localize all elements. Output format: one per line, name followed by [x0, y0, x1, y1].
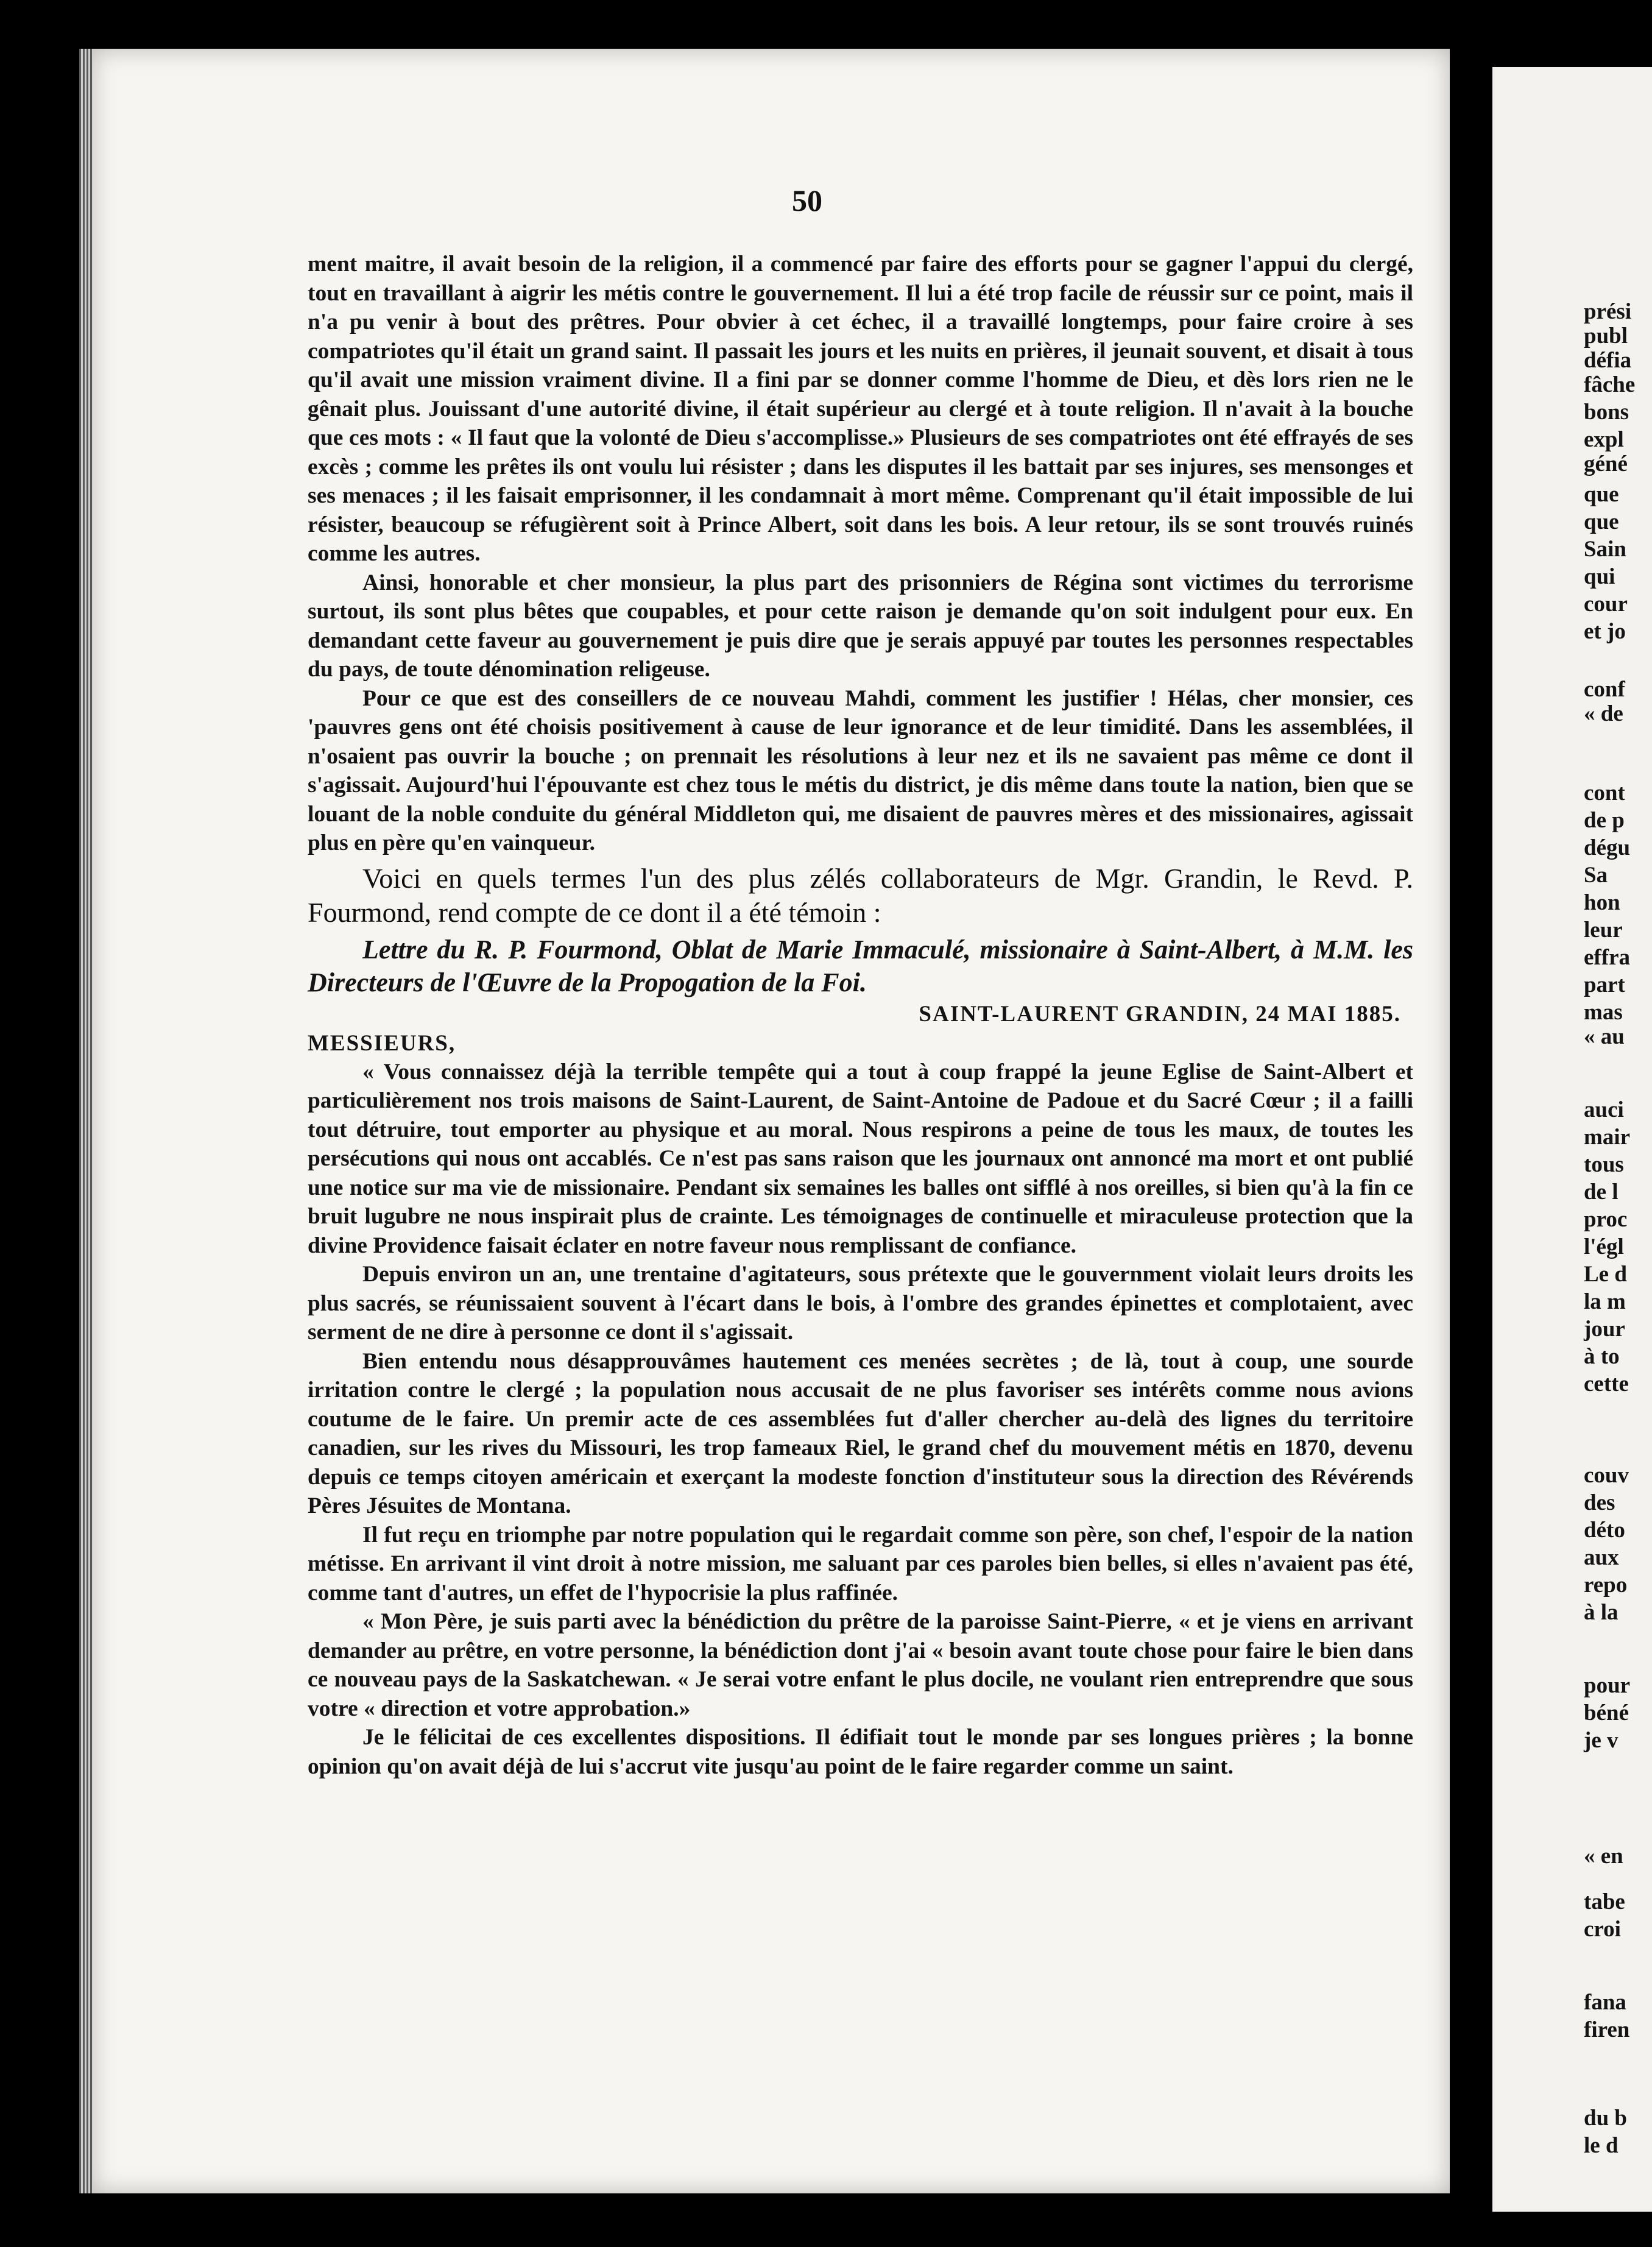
facing-page-line: la m	[1584, 1289, 1626, 1314]
facing-page-line: prési	[1584, 299, 1632, 324]
facing-page-line: Le d	[1584, 1262, 1627, 1287]
facing-page-line: bons	[1584, 400, 1629, 425]
letter-paragraph: « Vous connaissez déjà la terrible tempête qui a tout à coup frappé la jeune Eglise de Saint-Albert et particulièrement nos trois maisons de Saint-Laurent, de Saint-Antoine de Padoue et du Sacré Cœur ; il a failli tout détruire, tout emporter au physique et au moral. Nous respirons a peine de tous les maux, de toutes les persécutions qui nous ont accablés. Ce n'est pas sans raison que les journaux ont annoncé ma mort et ont publié une notice sur ma vie de missionaire. Pendant six semaines les balles ont sifflé à nos oreilles, si bien qu'à la fin ce bruit lugubre ne nous inspirait plus de crainte. Les témoignages de continuelle et miraculeuse protection que la divine Providence faisait éclater en notre faveur nous remplissant de confiance.	[308, 1059, 1413, 1258]
facing-page-line: « au	[1584, 1024, 1625, 1049]
facing-page-line: leur	[1584, 918, 1623, 943]
letter-salutation: MESSIEURS,	[308, 1030, 456, 1056]
facing-page-line: pour	[1584, 1673, 1631, 1698]
facing-page-line: « de	[1584, 701, 1623, 726]
facing-page-line: jour	[1584, 1317, 1625, 1342]
facing-page-line: hon	[1584, 890, 1620, 915]
facing-page-line: que	[1584, 509, 1619, 534]
facing-page-line: repo	[1584, 1573, 1628, 1598]
facing-page-line: tous	[1584, 1152, 1624, 1177]
facing-page-line: de p	[1584, 808, 1625, 833]
facing-page-line: fana	[1584, 1990, 1626, 2015]
facing-page-line: cont	[1584, 780, 1625, 805]
facing-page-line: expl	[1584, 427, 1624, 452]
letter-body	[308, 1058, 1413, 1782]
facing-page-line: fâche	[1584, 372, 1636, 397]
facing-page-line: de l	[1584, 1180, 1618, 1205]
facing-page-line: dégu	[1584, 835, 1631, 860]
facing-page-line: déto	[1584, 1518, 1625, 1543]
facing-page-line: « en	[1584, 1844, 1623, 1869]
letter-caption: Lettre du R. P. Fourmond, Oblat de Marie Immaculé, missionaire à Saint-Albert, à M.M. les Directeurs de l'Œuvre de la Propogation de la Foi.	[308, 934, 1413, 997]
facing-page-line: effra	[1584, 945, 1630, 970]
facing-page-line: des	[1584, 1490, 1615, 1515]
letter-paragraph: Je le félicitai de ces excellentes dispositions. Il édifiait tout le monde par ses longues prières ; la bonne opinion qu'on avait déjà de lui s'accrut vite jusqu'au point de le faire regarder comme un saint.	[308, 1725, 1413, 1779]
facing-page-line: aux	[1584, 1545, 1619, 1570]
facing-page-line: croi	[1584, 1917, 1621, 1942]
facing-page-line: firen	[1584, 2017, 1630, 2042]
intro-paragraph: Voici en quels termes l'un des plus zélés collaborateurs de Mgr. Grandin, le Revd. P. Fourmond, rend compte de ce dont il a été témoin :	[308, 862, 1413, 928]
facing-page-line: cour	[1584, 592, 1628, 617]
facing-page-line: mair	[1584, 1125, 1631, 1150]
facing-page-line: qui	[1584, 564, 1615, 589]
page-gutter	[1450, 0, 1492, 2247]
facing-page-line: couv	[1584, 1463, 1629, 1488]
facing-page-line: proc	[1584, 1207, 1628, 1232]
facing-page-line: mas	[1584, 1000, 1623, 1025]
facing-page-line: Sain	[1584, 537, 1626, 562]
facing-page-line: cette	[1584, 1371, 1629, 1396]
facing-page-line: à to	[1584, 1344, 1620, 1369]
facing-page-line: conf	[1584, 677, 1625, 702]
facing-page-line: béné	[1584, 1700, 1629, 1725]
facing-page-line: du b	[1584, 2106, 1627, 2131]
deposition-text	[308, 250, 1413, 858]
facing-page-line: que	[1584, 482, 1619, 507]
letter-paragraph: Il fut reçu en triomphe par notre population qui le regardait comme son père, son chef, l'espoir de la nation métisse. En arrivant il vint droit à notre mission, me saluant par ces paroles bien belles, si elles n'avaient pas été, comme tant d'autres, un effet de l'hypocrisie la plus raffinée.	[308, 1522, 1413, 1605]
facing-page-line: tabe	[1584, 1889, 1625, 1914]
facing-page-line: géné	[1584, 451, 1628, 476]
letter-paragraph: Depuis environ un an, une trentaine d'agitateurs, sous prétexte que le gouvernment violait leurs droits les plus sacrés, se réunissaient souvent à l'écart dans le bois, à l'ombre des grandes épinettes et complotaient, avec serment de ne dire à personne ce dont il s'agissait.	[308, 1262, 1413, 1345]
letter-dateline: SAINT-LAURENT GRANDIN, 24 MAI 1885.	[919, 1001, 1401, 1027]
facing-page-line: défia	[1584, 348, 1632, 373]
facing-page-line: publ	[1584, 324, 1628, 349]
facing-page-line: le d	[1584, 2133, 1618, 2158]
text-column	[308, 250, 1413, 1781]
facing-page-line: à la	[1584, 1600, 1618, 1625]
facing-page-line: auci	[1584, 1097, 1624, 1122]
facing-page-line: l'égl	[1584, 1234, 1624, 1259]
paragraph: Pour ce que est des conseillers de ce nouveau Mahdi, comment les justifier ! Hélas, cher monsier, ces 'pauvres gens ont été choisis positivement à cause de leur ignorance et de leur timidité. Dans les assemblées, il n'osaient pas ouvrir la bouche ; on prennait les résolutions à leur nez et ils ne savaient pas même ce dont il s'agissait. Aujourd'hui l'épouvante est chez tous le métis du district, je dis même dans toute la nation, bien que se louant de la noble conduite du général Middleton qui, me disaient de pauvres mères et des missionaires, agissait plus en père qu'en vainqueur.	[308, 685, 1413, 855]
page-number: 50	[792, 183, 822, 218]
letter-paragraph: « Mon Père, je suis parti avec la bénédiction du prêtre de la paroisse Saint-Pierre, « et je viens en arrivant demander au prêtre, en votre personne, la bénédiction dont j'ai « besoin avant toute chose pour faire le bien dans ce nouveau pays de la Saskatchewan. « Je serai votre enfant le plus docile, ne voulant rien entreprendre que sous votre « direction et votre approbation.»	[308, 1609, 1413, 1721]
facing-page-line: Sa	[1584, 863, 1608, 888]
paragraph: Ainsi, honorable et cher monsieur, la plus part des prisonniers de Régina sont victimes du terrorisme surtout, ils sont plus bêtes que coupables, et pour cette raison je demande qu'on soit indulgent pour eux. En demandant cette faveur au gouvernement je puis dire que je serais appuyé par toutes les personnes respectables du pays, de toute dénomination religeuse.	[308, 570, 1413, 682]
facing-page-line: et jo	[1584, 619, 1626, 644]
facing-page-line: je v	[1584, 1728, 1618, 1753]
paragraph: ment maitre, il avait besoin de la religion, il a commencé par faire des efforts pour se gagner l'appui du clergé, tout en travaillant à aigrir les métis contre le gouvernement. Il lui a été trop facile de réussir sur ce point, mais il n'a pu venir à bout des prêtres. Pour obvier à cet échec, il a travaillé longtemps, pour faire croire à ses compatriotes qu'il était un grand saint. Il passait les jours et les nuits en prières, il jeunait souvent, et disait à tous qu'il avait une mission vraiment divine. Il a fini par se donner comme l'homme de Dieu, et dès lors rien ne le gênait plus. Jouissant d'une autorité divine, il était supérieur au clergé et à toute religion. Il n'avait à la bouche que ces mots : « Il faut que la volonté de Dieu s'accomplisse.» Plusieurs de ses compatriotes ont été effrayés de ses excès ; comme les prêtes ils ont voulu lui résister ; dans les disputes il les battait par ses injures, ses mensonges et ses menaces ; il les faisait emprisonner, il les condamnait à mort même. Comprenant qu'il était impossible de lui résister, beaucoup se réfugièrent soit à Prince Albert, soit dans les bois. A leur retour, ils se sont trouvés ruinés comme les autres.	[308, 252, 1413, 566]
facing-page-line: part	[1584, 972, 1625, 997]
letter-paragraph: Bien entendu nous désapprouvâmes hautement ces menées secrètes ; de là, tout à coup, une sourde irritation contre le clergé ; la population nous accusait de ne plus favoriser ses intérêts comme nous avions coutume de le faire. Un premir acte de ces assemblées fut d'aller chercher au-delà des lignes du territoire canadien, sur les rives du Missouri, les trop fameaux Riel, le grand chef du mouvement métis en 1870, devenu depuis ce temps citoyen américain et exerçant la modeste fonction d'instituteur sous la direction des Révérends Pères Jésuites de Montana.	[308, 1348, 1413, 1518]
